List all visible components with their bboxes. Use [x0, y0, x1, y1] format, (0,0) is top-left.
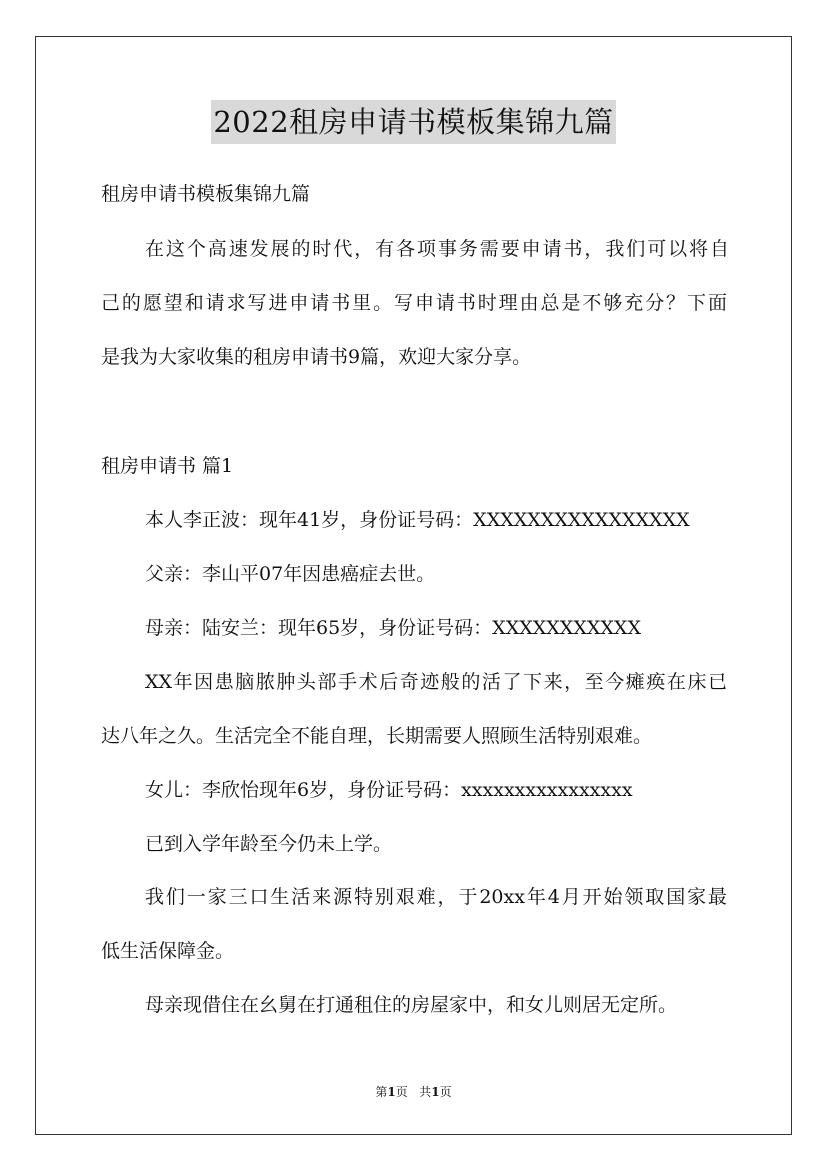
body-line-4: XX年因患脑脓肿头部手术后奇迹般的活了下来，至今瘫痪在床已 — [145, 671, 727, 693]
section-heading: 租房申请书 篇1 — [101, 455, 234, 477]
page-footer — [0, 1084, 827, 1100]
body-line-3: 母亲：陆安兰：现年65岁，身份证号码：XXXXXXXXXXX — [145, 617, 641, 639]
body-line-9: 低生活保障金。 — [101, 940, 235, 962]
body-line-7: 已到入学年龄至今仍未上学。 — [145, 833, 393, 855]
page-number: 1 — [387, 1085, 396, 1099]
document-subtitle: 租房申请书模板集锦九篇 — [101, 183, 311, 205]
page-suffix: 页 — [395, 1085, 408, 1099]
body-line-5: 达八年之久。生活完全不能自理，长期需要人照顾生活特别艰难。 — [101, 725, 653, 747]
title-container — [0, 100, 827, 144]
total-prefix: 共 — [419, 1085, 432, 1099]
body-line-6: 女儿：李欣怡现年6岁，身份证号码：xxxxxxxxxxxxxxxx — [145, 779, 633, 801]
page-prefix: 第 — [375, 1085, 388, 1099]
body-line-2: 父亲：李山平07年因患癌症去世。 — [145, 563, 436, 585]
document-title: 2022租房申请书模板集锦九篇 — [211, 100, 615, 144]
total-pages: 1 — [431, 1085, 440, 1099]
intro-line-2: 己的愿望和请求写进申请书里。写申请书时理由总是不够充分？下面 — [101, 292, 727, 314]
intro-line-3: 是我为大家收集的租房申请书9篇，欢迎大家分享。 — [101, 346, 532, 368]
body-line-10: 母亲现借住在幺舅在打通租住的房屋家中，和女儿则居无定所。 — [145, 994, 678, 1016]
body-line-1: 本人李正波：现年41岁，身份证号码：XXXXXXXXXXXXXXXX — [145, 509, 690, 531]
total-suffix: 页 — [439, 1085, 452, 1099]
body-line-8: 我们一家三口生活来源特别艰难，于20xx年4月开始领取国家最 — [145, 886, 727, 908]
intro-line-1: 在这个高速发展的时代，有各项事务需要申请书，我们可以将自 — [145, 238, 729, 260]
